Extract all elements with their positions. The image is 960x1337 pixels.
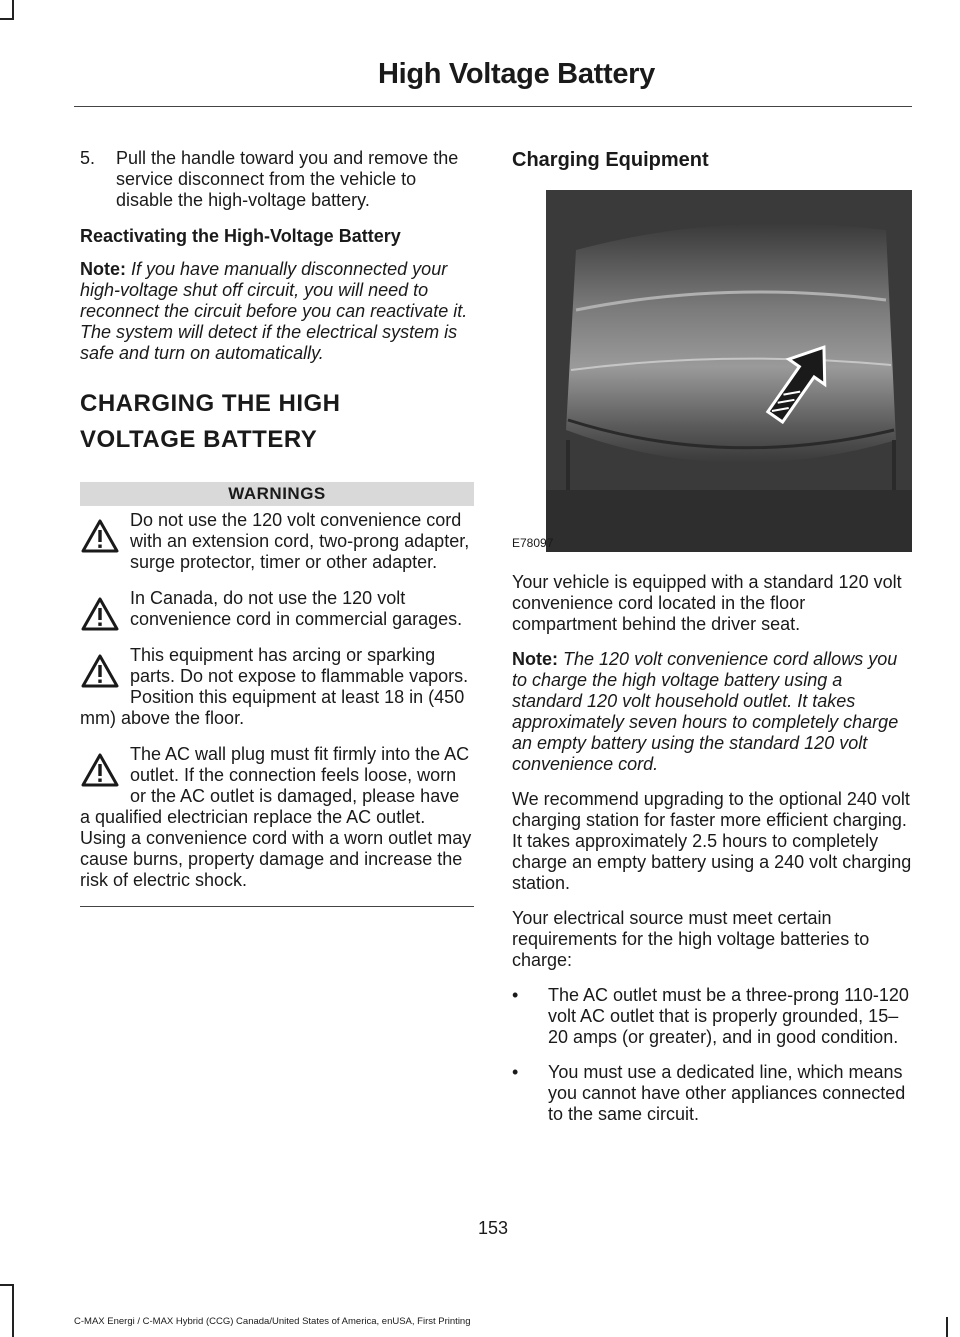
page-number: 153	[477, 1218, 509, 1238]
step-5	[80, 148, 474, 211]
warning-triangle-icon	[80, 518, 130, 562]
charging-equipment-heading: Charging Equipment	[512, 149, 709, 171]
bullet-mark: •	[512, 985, 519, 1005]
footer-text: C-MAX Energi / C-MAX Hybrid (CCG) Canada/United States of America, enUSA, First Printing	[74, 1316, 471, 1327]
left-column	[80, 148, 474, 907]
right-column	[512, 148, 912, 1139]
section-heading-line2: VOLTAGE BATTERY	[80, 426, 318, 453]
warning-text: The AC wall plug must fit firmly into the AC outlet. If the connection feels loose, worn or the AC outlet is damaged, please have a qualified electrician replace the AC outlet. Using a convenience cord with a worn outlet may cause burns, property damage and increase the risk of electric shock.	[80, 744, 472, 890]
paragraph: We recommend upgrading to the optional 240 volt charging station for faster more efficient charging. It takes approximately 2.5 hours to completely charge an empty battery using a 240 volt charging station.	[512, 789, 912, 893]
warning-item	[80, 645, 474, 729]
step-number: 5.	[80, 148, 96, 168]
warnings-end-rule	[80, 906, 474, 907]
note-label: Note:	[512, 649, 558, 669]
reactivate-heading: Reactivating the High-Voltage Battery	[80, 226, 401, 246]
note-text: The 120 volt convenience cord allows you to charge the high voltage battery using a standard 120 volt household outlet. It takes approximately seven hours to completely charge an empty battery using the standard 120 volt convenience cord.	[512, 649, 899, 774]
crop-mark	[0, 18, 14, 20]
paragraph: Your electrical source must meet certain requirements for the high voltage batteries to charge:	[512, 908, 870, 970]
note-charging	[512, 649, 912, 775]
section-heading	[80, 386, 474, 458]
warning-item	[80, 510, 474, 573]
figure-code: E78097	[512, 536, 554, 550]
warning-text: This equipment has arcing or sparking parts. Do not expose to flammable vapors. Position this equipment at least 18 in (450 mm) above the floor.	[80, 645, 469, 728]
list-item-text: You must use a dedicated line, which means you cannot have other appliances connected to the same circuit.	[548, 1062, 906, 1124]
crop-mark	[0, 1284, 14, 1286]
warning-triangle-icon	[80, 752, 130, 796]
warning-text: Do not use the 120 volt convenience cord with an extension cord, two-prong adapter, surge protector, timer or other adapter.	[130, 510, 470, 572]
header-divider	[74, 106, 912, 107]
note-reactivate	[80, 259, 474, 364]
crop-mark	[12, 0, 14, 20]
warning-item	[80, 744, 474, 891]
note-label: Note:	[80, 259, 126, 279]
list-item-text: The AC outlet must be a three-prong 110-120 volt AC outlet that is properly grounded, 15–20 amps (or greater), and in good condition.	[548, 985, 909, 1047]
page-title: High Voltage Battery	[377, 58, 655, 90]
step-text: Pull the handle toward you and remove the service disconnect from the vehicle to disable the high-voltage battery.	[116, 148, 459, 210]
list-item	[512, 1062, 912, 1125]
warning-text: In Canada, do not use the 120 volt convenience cord in commercial garages.	[130, 588, 463, 629]
bullet-mark: •	[512, 1062, 519, 1082]
crop-mark	[12, 1284, 14, 1337]
warning-triangle-icon	[80, 653, 130, 697]
figure	[512, 190, 910, 552]
warnings-header: WARNINGS	[80, 482, 474, 506]
paragraph: Your vehicle is equipped with a standard 120 volt convenience cord located in the floor compartment behind the driver seat.	[512, 572, 902, 634]
section-heading-line1: CHARGING THE HIGH	[80, 390, 341, 417]
floor-compartment-illustration	[546, 190, 912, 552]
warning-triangle-icon	[80, 596, 130, 640]
crop-mark	[946, 1317, 948, 1337]
note-text: If you have manually disconnected your high-voltage shut off circuit, you will need to reconnect the circuit before you can reactivate it. The system will detect if the electrical system is safe and turn on automatically.	[80, 259, 468, 363]
warning-item	[80, 588, 474, 630]
list-item	[512, 985, 912, 1048]
